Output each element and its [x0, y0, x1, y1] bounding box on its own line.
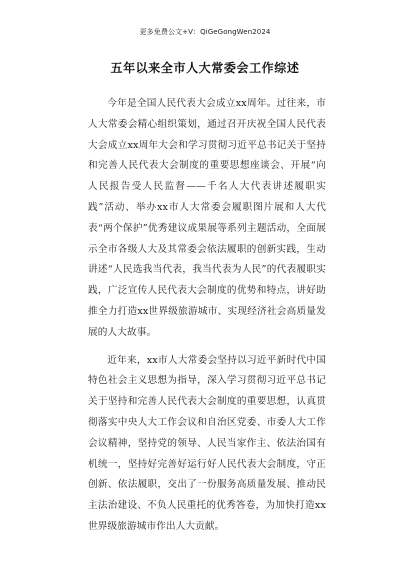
paragraph-2: 近年来，xx市人大常委会坚持以习近平新时代中国特色社会主义思想为指导，深入学习贯彻习近平总书记关于坚持和完善人民代表大会制度的重要思想，认真贯彻落实中央人大工作会议和自治区党委、市委人大工作会议精神，坚持党的领导、人民当家作主、依法治国有机统一，坚持好完善好运行好人民代表大会制度，守正创新、依法履职，交出了一份服务高质量发展、推动民主法治建设、不负人民重托的优秀答卷，为加快打造xx世界级旅游城市作出人大贡献。 — [88, 354, 326, 532]
document-body — [88, 94, 326, 538]
header-note: 更多免费公文+V：QiGeGongWen2024 — [139, 28, 271, 36]
document-title: 五年以来全市人大常委会工作综述 — [110, 61, 300, 75]
paragraph-1: 今年是全国人民代表大会成立xx周年。过往来，市人大常委会精心组织策划，通过召开庆祝全国人民代表大会成立xx周年大会和学习贯彻习近平总书记关于坚持和完善人民代表大会制度的重要思想座谈会、开展“向人民报告受人民监督——千名人大代表讲述履职实践”活动、举办xx市人大常委会履职图片展和人大代表“两个保护”优秀建议成果展等系列主题活动，全面展示全市各级人大及其常委会依法履职的创新实践，生动讲述“人民选我当代表，我当代表为人民”的代表履职实践，广泛宣传人民代表大会制度的优势和特点，讲好助推全力打造xx世界级旅游城市、实现经济社会高质量发展的人大故事。 — [88, 98, 326, 338]
